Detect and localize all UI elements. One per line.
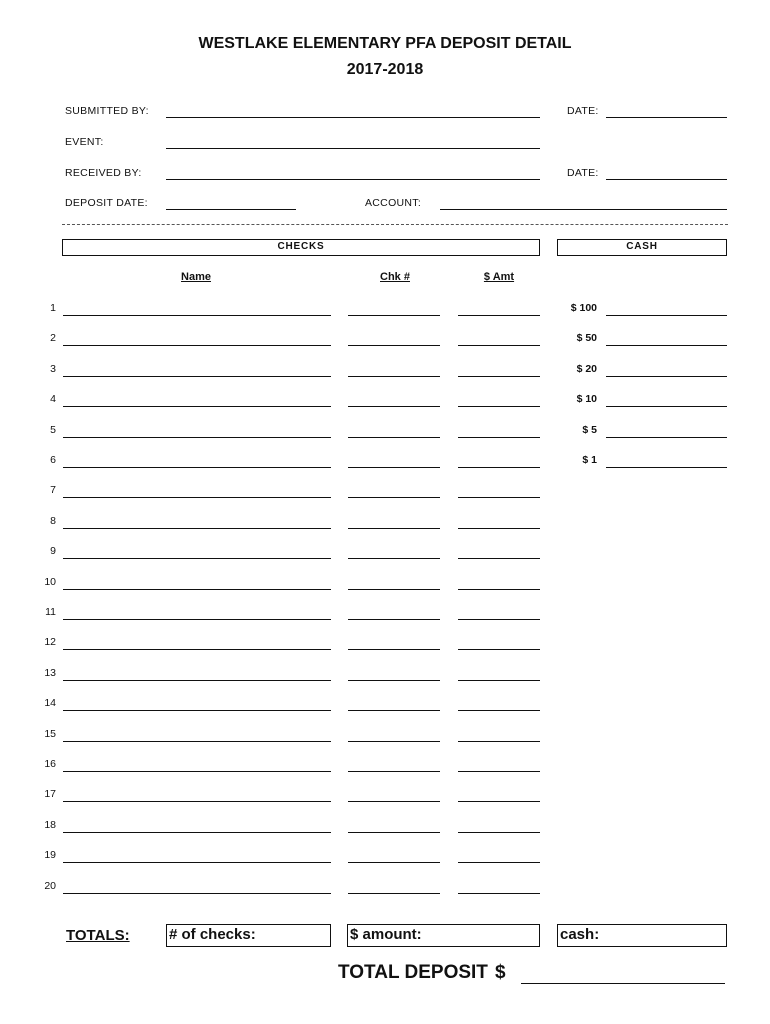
- check-name-field[interactable]: [63, 376, 331, 377]
- total-deposit-label: TOTAL DEPOSIT: [338, 962, 488, 983]
- event-field[interactable]: [166, 148, 540, 149]
- total-deposit-currency: $: [495, 962, 506, 983]
- check-number-field[interactable]: [348, 801, 440, 802]
- check-amount-field[interactable]: [458, 528, 540, 529]
- check-amount-field[interactable]: [458, 801, 540, 802]
- row-number: 6: [50, 454, 56, 466]
- check-number-field[interactable]: [348, 862, 440, 863]
- page-title: WESTLAKE ELEMENTARY PFA DEPOSIT DETAIL: [198, 35, 572, 52]
- check-name-field[interactable]: [63, 832, 331, 833]
- check-amount-field[interactable]: [458, 315, 540, 316]
- check-number-field[interactable]: [348, 771, 440, 772]
- check-name-field[interactable]: [63, 741, 331, 742]
- row-number: 3: [50, 363, 56, 375]
- total-deposit-field[interactable]: [521, 983, 725, 984]
- row-number: 10: [44, 576, 56, 588]
- check-amount-field[interactable]: [458, 680, 540, 681]
- row-number: 4: [50, 393, 56, 405]
- check-amount-field[interactable]: [458, 345, 540, 346]
- row-number: 2: [50, 332, 56, 344]
- received-by-field[interactable]: [166, 179, 540, 180]
- check-name-field[interactable]: [63, 345, 331, 346]
- cash-denomination-label: $ 10: [576, 393, 597, 405]
- deposit-date-field[interactable]: [166, 209, 296, 210]
- check-number-field[interactable]: [348, 558, 440, 559]
- check-number-field[interactable]: [348, 315, 440, 316]
- event-label: EVENT:: [65, 136, 104, 148]
- check-amount-field[interactable]: [458, 589, 540, 590]
- check-number-field[interactable]: [348, 406, 440, 407]
- cash-amount-field[interactable]: [606, 345, 727, 346]
- check-name-field[interactable]: [63, 893, 331, 894]
- column-header-amt: $ Amt: [483, 271, 515, 283]
- check-number-field[interactable]: [348, 497, 440, 498]
- num-checks-box[interactable]: # of checks:: [166, 924, 331, 947]
- check-number-field[interactable]: [348, 376, 440, 377]
- check-amount-field[interactable]: [458, 558, 540, 559]
- check-amount-field[interactable]: [458, 832, 540, 833]
- check-name-field[interactable]: [63, 497, 331, 498]
- check-amount-field[interactable]: [458, 497, 540, 498]
- row-number: 11: [45, 606, 56, 618]
- submitted-by-field[interactable]: [166, 117, 540, 118]
- row-number: 8: [50, 515, 56, 527]
- check-number-field[interactable]: [348, 528, 440, 529]
- check-number-field[interactable]: [348, 649, 440, 650]
- check-number-field[interactable]: [348, 345, 440, 346]
- check-amount-field[interactable]: [458, 649, 540, 650]
- submitted-by-label: SUBMITTED BY:: [65, 105, 149, 117]
- totals-label: TOTALS:: [66, 927, 130, 944]
- row-number: 1: [50, 302, 56, 314]
- cash-denomination-label: $ 50: [576, 332, 597, 344]
- check-amount-field[interactable]: [458, 376, 540, 377]
- check-name-field[interactable]: [63, 406, 331, 407]
- row-number: 9: [50, 545, 56, 557]
- check-amount-field[interactable]: [458, 619, 540, 620]
- check-name-field[interactable]: [63, 649, 331, 650]
- amount-box[interactable]: $ amount:: [347, 924, 540, 947]
- date-label-1: DATE:: [567, 105, 599, 117]
- cash-amount-field[interactable]: [606, 437, 727, 438]
- check-amount-field[interactable]: [458, 771, 540, 772]
- received-by-label: RECEIVED BY:: [65, 167, 142, 179]
- deposit-date-label: DEPOSIT DATE:: [65, 197, 148, 209]
- cash-amount-field[interactable]: [606, 467, 727, 468]
- column-header-chk: Chk #: [380, 271, 410, 283]
- check-name-field[interactable]: [63, 680, 331, 681]
- check-name-field[interactable]: [63, 467, 331, 468]
- cash-denomination-label: $ 5: [582, 424, 597, 436]
- cash-denomination-label: $ 1: [582, 454, 597, 466]
- row-number: 14: [44, 697, 56, 709]
- row-number: 20: [44, 880, 56, 892]
- check-number-field[interactable]: [348, 680, 440, 681]
- check-name-field[interactable]: [63, 558, 331, 559]
- account-field[interactable]: [440, 209, 727, 210]
- page-subtitle-year: 2017-2018: [346, 61, 424, 78]
- section-divider: [62, 224, 728, 225]
- row-number: 16: [44, 758, 56, 770]
- check-name-field[interactable]: [63, 771, 331, 772]
- cash-amount-field[interactable]: [606, 376, 727, 377]
- cash-amount-field[interactable]: [606, 406, 727, 407]
- check-number-field[interactable]: [348, 589, 440, 590]
- check-amount-field[interactable]: [458, 741, 540, 742]
- cash-section-header: CASH: [557, 239, 727, 256]
- row-number: 18: [44, 819, 56, 831]
- check-number-field[interactable]: [348, 437, 440, 438]
- cash-denomination-label: $ 100: [570, 302, 597, 314]
- check-amount-field[interactable]: [458, 406, 540, 407]
- date-field-2[interactable]: [606, 179, 727, 180]
- row-number: 19: [44, 849, 56, 861]
- row-number: 7: [50, 484, 56, 496]
- check-name-field[interactable]: [63, 589, 331, 590]
- check-amount-field[interactable]: [458, 862, 540, 863]
- check-name-field[interactable]: [63, 528, 331, 529]
- check-number-field[interactable]: [348, 832, 440, 833]
- row-number: 5: [50, 424, 56, 436]
- date-field-1[interactable]: [606, 117, 727, 118]
- check-name-field[interactable]: [63, 437, 331, 438]
- check-amount-field[interactable]: [458, 437, 540, 438]
- checks-section-header: CHECKS: [62, 239, 540, 256]
- row-number: 12: [44, 636, 56, 648]
- check-amount-field[interactable]: [458, 710, 540, 711]
- row-number: 17: [44, 788, 56, 800]
- check-name-field[interactable]: [63, 619, 331, 620]
- check-number-field[interactable]: [348, 619, 440, 620]
- check-number-field[interactable]: [348, 710, 440, 711]
- date-label-2: DATE:: [567, 167, 599, 179]
- check-amount-field[interactable]: [458, 893, 540, 894]
- check-number-field[interactable]: [348, 467, 440, 468]
- account-label: ACCOUNT:: [365, 197, 422, 209]
- check-name-field[interactable]: [63, 801, 331, 802]
- check-number-field[interactable]: [348, 741, 440, 742]
- check-amount-field[interactable]: [458, 467, 540, 468]
- check-name-field[interactable]: [63, 862, 331, 863]
- row-number: 13: [44, 667, 56, 679]
- column-header-name: Name: [181, 271, 211, 283]
- check-name-field[interactable]: [63, 710, 331, 711]
- cash-amount-field[interactable]: [606, 315, 727, 316]
- cash-total-box[interactable]: cash:: [557, 924, 727, 947]
- cash-denomination-label: $ 20: [576, 363, 597, 375]
- row-number: 15: [44, 728, 56, 740]
- check-name-field[interactable]: [63, 315, 331, 316]
- check-number-field[interactable]: [348, 893, 440, 894]
